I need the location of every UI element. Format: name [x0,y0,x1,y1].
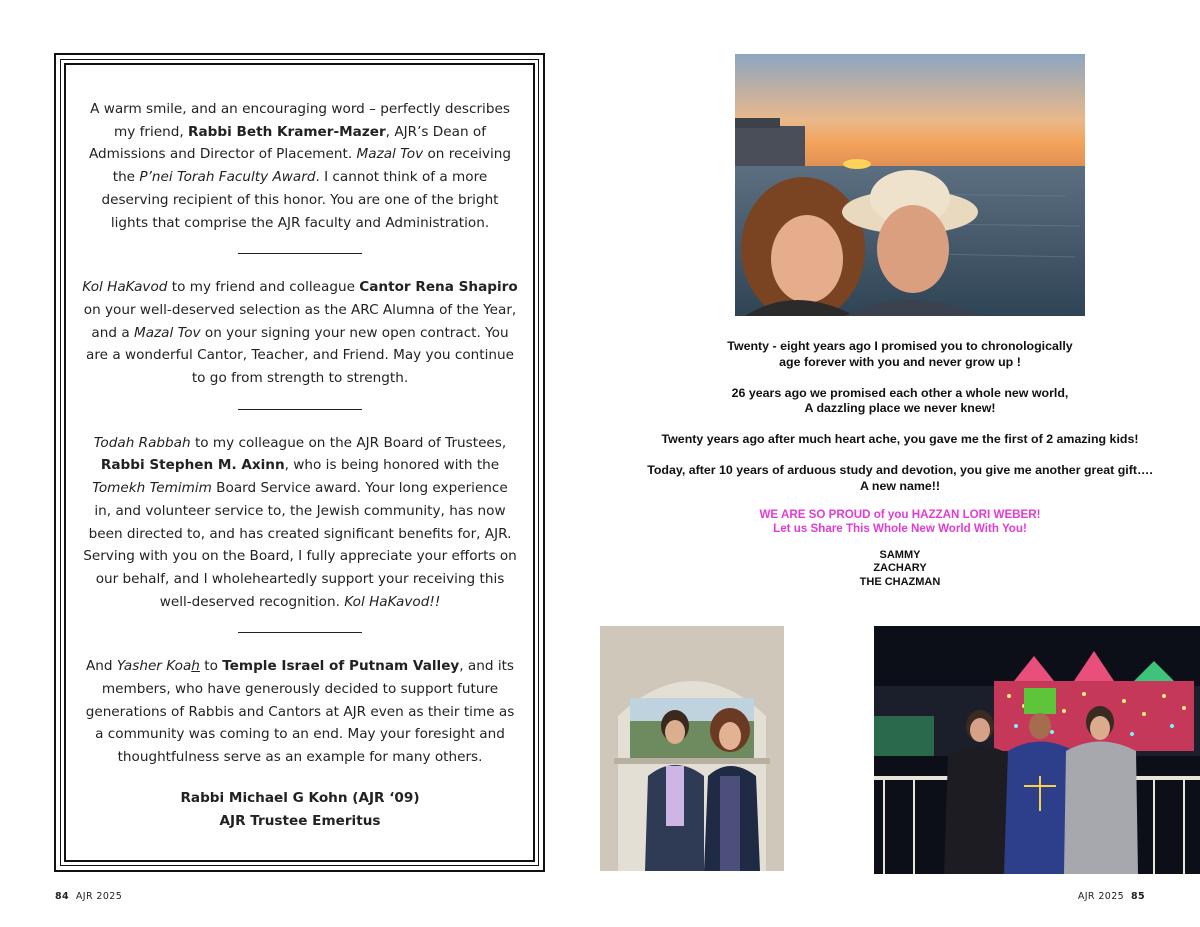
signature-name: Rabbi Michael G Kohn (AJR ‘09) [180,789,420,806]
signatures-list [640,549,1160,590]
tribute-paragraph-3: Todah Rabbah to my colleague on the AJR Board of Trustees, Rabbi Stephen M. Axinn, who is being honored with the Tomekh Temimim Board Service award. Your long experience in, and volunteer service to, the Jewish community, has now been directed to, and has created significant benefits for, AJR. Serving with you on the Board, I fully appreciate your efforts on our behalf, and I wholeheartedly support your receiving this well-deserved recognition. Kol HaKavod!! [83,434,517,610]
signature-zachary: ZACHARY [873,562,927,575]
signature-sammy: SAMMY [879,548,921,561]
signature-title: AJR Trustee Emeritus [219,812,381,829]
section-divider [238,409,362,410]
tribute-paragraph-1: A warm smile, and an encouraging word – perfectly describes my friend, Rabbi Beth Kramer-Mazer, AJR’s Dean of Admissions and Director of Placement. Mazal Tov on receiving the P’nei Torah Faculty Award. I cannot think of a more deserving recipient of this honor. You are one of the bright lights that comprise the AJR faculty and Administration. [88,101,512,231]
sunset-selfie-photo [735,54,1085,316]
page-number-left: 84 AJR 2025 [55,891,123,902]
award-name: Tomekh Temimim [92,480,212,497]
festive-lights-photo [874,626,1200,874]
honoree-name: Temple Israel of Putnam Valley [222,658,460,675]
tribute-paragraph-4: And Yasher Koah to Temple Israel of Putnam Valley, and its members, who have generously decided to support future generations of Rabbis and Cantors at AJR even as their time as a community was coming to an end. May your foresight and thoughtfulness serve as an example for many others. [85,658,515,766]
couple-archway-illustration [600,626,784,871]
section-divider [238,253,362,254]
signature-chazman: THE CHAZMAN [859,575,941,588]
section-divider [238,632,362,633]
pride-message-line-1: WE ARE SO PROUD of you HAZZAN LORI WEBER! [759,507,1041,521]
page-number-right: AJR 2025 85 [1077,891,1145,902]
sunset-selfie-illustration [735,54,1085,316]
award-name: P’nei Torah Faculty Award [139,169,316,186]
honoree-name: Cantor Rena Shapiro [359,279,518,296]
tribute-paragraph-2: Kol HaKavod to my friend and colleague Cantor Rena Shapiro on your well-deserved selection as the ARC Alumna of the Year, and a Mazal Tov on your signing your new open contract. You are a wonderful Cantor, Teacher, and Friend. May you continue to go from strength to strength. [82,279,518,387]
signature [82,787,518,832]
tribute-text [82,98,518,832]
pride-message-line-2: Let us Share This Whole New World With You! [773,521,1027,535]
honoree-name: Rabbi Stephen M. Axinn [100,457,285,474]
festive-lights-illustration [874,626,1200,874]
family-message: Twenty - eight years ago I promised you to chronologically age forever with you and never grow up ! 26 years ago we promised each other a whole new world, A dazzling place we never knew! Twenty years ago after much heart ache, you gave me the first of 2 amazing kids! Today, after 10 years of arduous study and devotion, you give me another great gift…. A new name!! WE ARE SO PROUD of you HAZZAN LORI WEBER! Let us Share This Whole New World With You! SAMMY ZACHARY THE CHAZMAN [640,339,1160,589]
couple-archway-photo [600,626,784,871]
honoree-name: Rabbi Beth Kramer-Mazer [188,123,386,140]
